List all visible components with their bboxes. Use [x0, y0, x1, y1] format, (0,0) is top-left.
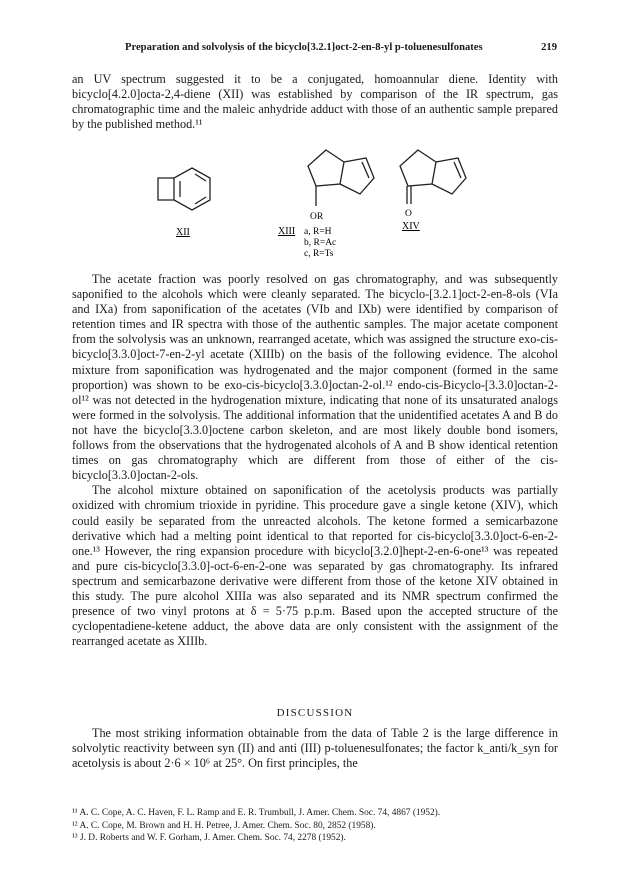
structure-xiii-variant-b: b, R=Ac [304, 238, 337, 248]
structure-xiv [400, 150, 466, 204]
structure-xii-label: XII [176, 227, 190, 238]
footnote-11: ¹¹ A. C. Cope, A. C. Haven, F. L. Ramp and E. R. Trumbull, J. Amer. Chem. Soc. 74, 4867 (1952). [72, 808, 441, 818]
page-number: 219 [541, 42, 557, 53]
oxidation-paragraph: The alcohol mixture obtained on saponification of the acetolysis products was partially oxidized with chromium trioxide in pyridine. This procedure gave a single ketone (XIV), which could easily be separated from the unreacted alcohols. The ketone formed a semicarbazone derivative which had a melting point identical to that reported for cis-bicyclo[3.3.0]oct-6-en-2-one.¹³ However, the ring expansion procedure with bicyclo[3.2.0]hept-2-en-6-one¹³ was repeated and pure cis-bicyclo[3.3.0]-oct-6-en-2-one was separated by gas chromatography. Its infrared spectrum and semicarbazone derivative were different from those of the ketone XIV obtained in this study. The pure alcohol XIIIa was also separated and its NMR spectrum confirmed the presence of two vinyl protons at δ = 5·75 p.p.m. Based upon the accepted structure of the cyclopentadiene-ketene adduct, the above data are only consistent with the assignment of the rearranged acetate as XIIIb. [72, 483, 558, 649]
structure-xii [158, 168, 210, 210]
structure-xiii [308, 150, 374, 206]
structure-xiii-variant-c: c, R=Ts [304, 249, 334, 259]
structure-xiii-substituent: OR [310, 212, 324, 222]
intro-text: an UV spectrum suggested it to be a conjugated, homoannular diene. Identity with bicyclo[4.2.0]octa-2,4-diene (XII) was established by comparison of the IR spectrum, gas chromatographic time and the maleic anhydride adduct with those of an authentic sample prepared by the published method.¹¹ [72, 72, 558, 132]
footnote-13: ¹³ J. D. Roberts and W. F. Gorham, J. Amer. Chem. Soc. 74, 2278 (1952). [72, 833, 346, 844]
discussion-paragraph: The most striking information obtainable from the data of Table 2 is the large difference in solvolytic reactivity between syn (II) and anti (III) p-toluenesulfonates; the factor k_anti/k_syn for acetolysis is about 2·6 × 10⁶ at 25°. On first principles, the [72, 726, 558, 771]
section-heading: DISCUSSION [276, 707, 354, 719]
discussion-section [72, 726, 558, 771]
structures-drawing [130, 124, 550, 269]
running-head-title: Preparation and solvolysis of the bicyclo[3.2.1]oct-2-en-8-yl p-toluenesulfonates [125, 42, 483, 53]
structure-xiii-variant-a: a, R=H [304, 227, 332, 237]
footnotes [72, 807, 558, 845]
chemical-structures [130, 124, 550, 269]
body-section [72, 272, 558, 649]
footnote-12: ¹² A. C. Cope, M. Brown and H. H. Petree, J. Amer. Chem. Soc. 80, 2852 (1958). [72, 820, 376, 831]
acetate-paragraph: The acetate fraction was poorly resolved on gas chromatography, and was subsequently saponified to the alcohols which were cleanly separated. The bicyclo-[3.2.1]oct-2-en-8-ols (VIa and IXa) from saponification of the acetates (VIb and IXb) were identified by comparison of retention times and IR spectra with those of the authentic samples. The major acetate component from the solvolysis was an unknown, rearranged acetate, which was assigned the structure exo-cis-bicyclo[3.3.0]oct-7-en-2-yl acetate (XIIIb) on the basis of the following evidence. The alcohol mixture from saponification was hydrogenated and the major component (formed in the same proportion) was shown to be exo-cis-bicyclo[3.3.0]octan-2-ol.¹² endo-cis-Bicyclo-[3.3.0]octan-2-ol¹² was not detected in the hydrogenation mixture, indicating that none of its unsaturated analogs were formed in the solvolysis. The additional information that the unidentified acetates A and B do not have the bicyclo[3.3.0]octene carbon skeleton, and are most likely double bond isomers, follows from the observations that the hydrogenated alcohols of A and B show identical retention times on gas chromatography which are different from those of either of the cis-bicyclo[3.3.0]octan-2-ols. [72, 272, 558, 483]
structure-xiv-substituent: O [405, 209, 412, 219]
structure-xiv-label: XIV [402, 221, 420, 232]
structure-xiii-label: XIII [278, 226, 296, 237]
